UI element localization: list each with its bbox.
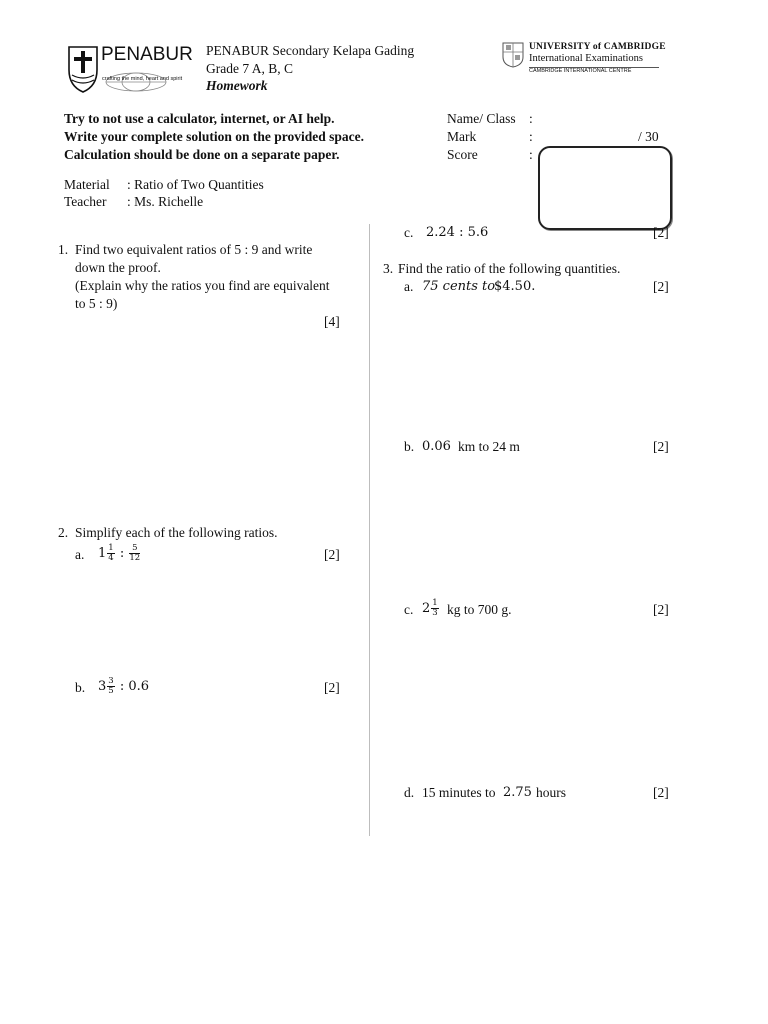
q3a-label: a. [404,279,414,294]
q3-text: Find the ratio of the following quantities. [398,261,621,276]
material-label: Material [64,177,110,192]
cambridge-logo [502,42,666,76]
q3a-amount: $4.50. [494,279,536,294]
q3c-mixed-number: 2 $\frac{1}{3}$ [422,598,438,618]
q2a-label: a. [75,547,85,562]
q2a-whole: 1 [98,546,107,561]
q2a-fraction-1: $\frac{1}{4}$ [108,543,114,563]
cambridge-line3: CAMBRIDGE INTERNATIONAL CENTRE [529,68,632,74]
logo-tagline: crafting the mind, heart and spirit [102,76,183,82]
material-value: : Ratio of Two Quantities [127,177,264,192]
mark-colon: : [529,129,533,144]
q3d-marks: [2] [653,785,669,800]
q3-number: 3. [383,261,394,276]
q2a-expression [98,544,141,563]
name-class-label: Name/ Class [447,111,516,126]
cambridge-crest-icon [502,42,524,68]
q2b-rest: : 0.6 [119,679,150,694]
q2b-whole: 3 [98,679,107,694]
cambridge-line1: UNIVERSITY of CAMBRIDGE [529,42,666,52]
q3d-number: 2.75 [503,785,532,800]
q2c-expression: 2.24 : 5.6 [426,225,489,240]
q3b-label: b. [404,439,415,454]
q2b-label: b. [75,680,86,695]
q3b-number: 0.06 [422,439,451,454]
q2b-expression [98,677,149,696]
q3d-pre: 15 minutes to [422,785,496,800]
q3c-label: c. [404,602,414,617]
q3d-label: d. [404,785,415,800]
q1-line4: to 5 : 9) [75,296,118,311]
q3d-post: hours [536,785,566,800]
q3b-expression: km to 24 m [458,439,520,454]
teacher-label: Teacher [64,194,107,209]
mark-label: Mark [447,129,477,144]
q3c-expression: kg to 700 g. [447,602,512,617]
q3c-marks: [2] [653,602,669,617]
penabur-logo [66,44,194,94]
q2b-marks: [2] [324,680,340,695]
score-colon: : [529,147,533,162]
q3a-marks: [2] [653,279,669,294]
cambridge-line2: International Examinations [529,53,644,64]
q2a-colon: : [119,546,125,561]
q2-number: 2. [58,525,69,540]
logo-wordmark: PENABUR [101,44,193,65]
school-name: PENABUR Secondary Kelapa Gading [206,43,415,58]
q2a-fraction-2: $\frac{5}{12}$ [129,543,141,563]
instruction-2: Write your complete solution on the provided space. [64,129,364,144]
q3b-marks: [2] [653,439,669,454]
q1-number: 1. [58,242,69,257]
instruction-1: Try to not use a calculator, internet, or AI help. [64,111,335,126]
grade-label: Grade 7 A, B, C [206,61,293,76]
q2c-marks: [2] [653,225,669,240]
q2a-marks: [2] [324,547,340,562]
mark-total: / 30 [638,129,659,144]
name-class-colon: : [529,111,533,126]
instruction-3: Calculation should be done on a separate paper. [64,147,340,162]
teacher-value: : Ms. Richelle [127,194,204,209]
column-divider [369,224,370,836]
q2b-fraction: $\frac{3}{5}$ [108,676,114,696]
q1-line3: (Explain why the ratios you find are equivalent [75,278,330,293]
q1-line1: Find two equivalent ratios of 5 : 9 and write [75,242,313,257]
doc-type-label: Homework [206,78,268,93]
q2-text: Simplify each of the following ratios. [75,525,278,540]
score-box[interactable] [538,146,672,230]
score-label: Score [447,147,478,162]
q3c-fraction: $\frac{1}{3}$ [432,598,438,618]
q1-line2: down the proof. [75,260,161,275]
q2c-label: c. [404,225,414,240]
q3a-expression: 75 cents to [422,279,496,294]
q1-marks: [4] [324,314,340,329]
